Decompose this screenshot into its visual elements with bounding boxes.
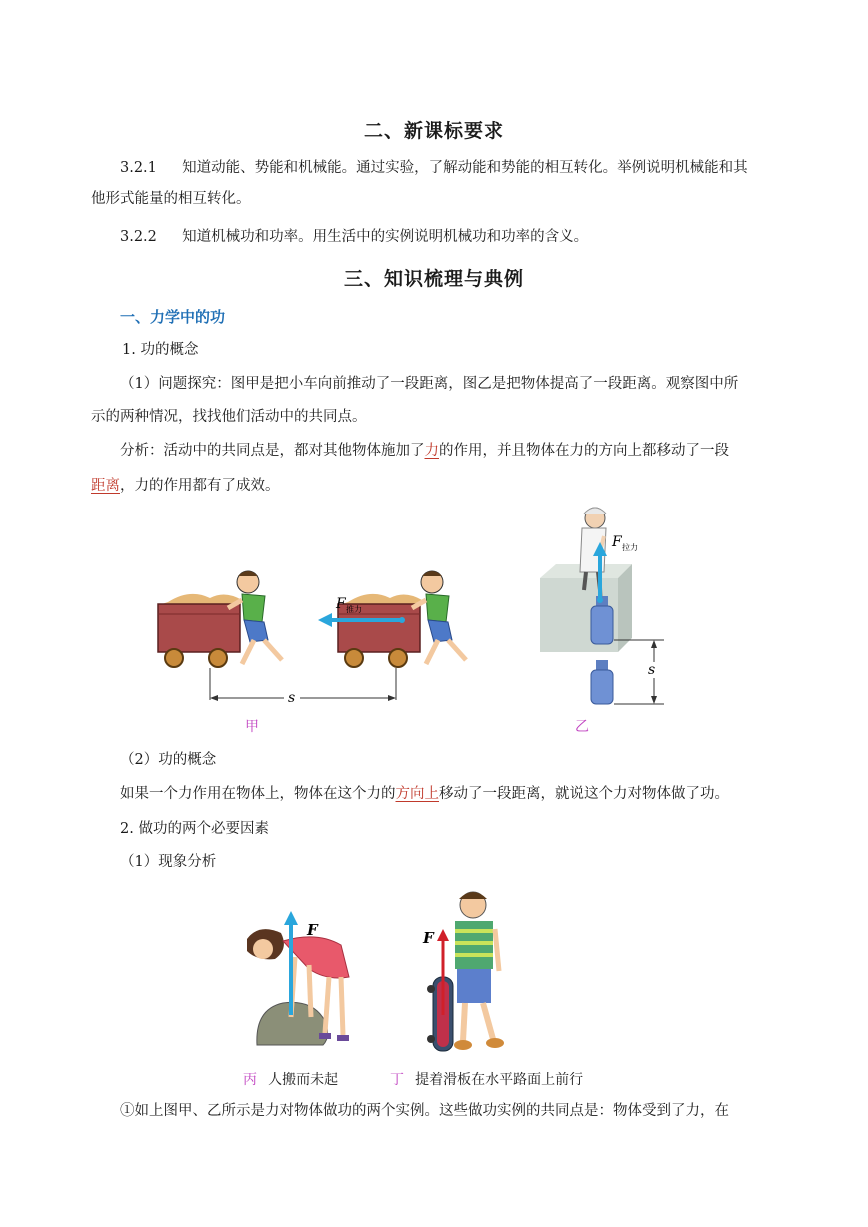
lift-force-label: F [307, 921, 318, 939]
question-1-line1: （1）问题探究：图甲是把小车向前推动了一段距离，图乙是把物体提高了一段距离。观察图中所 [120, 376, 739, 392]
analysis-text: 分析：活动中的共同点是，都对其他物体施加了 [120, 443, 425, 459]
analysis-line2 [91, 472, 280, 501]
caption-bing [243, 1069, 338, 1089]
push-force-label: F [336, 596, 346, 612]
standard-322-code: 3.2.2 [120, 229, 157, 245]
standard-321-line2: 他形式能量的相互转化。 [91, 191, 251, 207]
phenomenon-analysis: （1）现象分析 [120, 854, 217, 870]
caption-bing-tag: 丙 [243, 1072, 257, 1088]
standard-321-line1 [120, 154, 748, 183]
answer-distance: 距离 [91, 478, 120, 494]
caption-bing-text: 人搬而未起 [268, 1072, 339, 1088]
caption-ding-tag: 丁 [390, 1072, 404, 1088]
standard-321-text: 知道动能、势能和机械能。通过实验，了解动能和势能的相互转化。举例说明机械能和其 [182, 160, 748, 176]
figure-cart-push [150, 560, 490, 710]
answer-force: 力 [424, 443, 439, 459]
analysis-line1 [120, 437, 729, 466]
definition-text-end: 移动了一段距离，就说这个力对物体做了功。 [439, 786, 729, 802]
push-force-subscript: 推力 [346, 605, 362, 614]
definition-line [120, 780, 729, 809]
standard-321-code: 3.2.1 [120, 160, 157, 176]
figure-girl-rock [225, 905, 365, 1050]
standard-322 [120, 223, 588, 252]
pull-force-subscript: 拉力 [622, 543, 638, 552]
caption-ding-text: 提着滑板在水平路面上前行 [415, 1072, 584, 1088]
definition-text: 如果一个力作用在物体上，物体在这个力的 [120, 786, 396, 802]
item-concept-of-work: 1. 功的概念 [122, 342, 199, 358]
item-two-factors: 2. 做功的两个必要因素 [120, 821, 269, 837]
final-paragraph: ①如上图甲、乙所示是力对物体做功的两个实例。这些做功实例的共同点是：物体受到了力，在 [120, 1103, 729, 1119]
standard-322-text: 知道机械功和功率。用生活中的实例说明机械功和功率的含义。 [182, 229, 589, 245]
analysis-text-mid: 的作用，并且物体在力的方向上都移动了一段 [439, 443, 729, 459]
section-work-in-mechanics: 一、力学中的功 [120, 308, 226, 326]
heading-requirements: 二、新课标要求 [363, 120, 504, 142]
caption-jia: 甲 [245, 719, 259, 735]
answer-direction: 方向上 [395, 786, 439, 802]
analysis-text-end: ，力的作用都有了成效。 [120, 478, 280, 494]
boy-walking-figure [454, 892, 504, 1050]
distance-label: s [288, 690, 296, 706]
question-1-line2: 示的两种情况，找找他们活动中的共同点。 [91, 409, 367, 425]
caption-ding [390, 1069, 583, 1089]
carry-force-label: F [423, 929, 434, 947]
bottle-lowered [591, 660, 613, 704]
pull-force-label: F [612, 534, 622, 550]
caption-yi: 乙 [575, 719, 589, 735]
height-label: s [648, 662, 656, 678]
figure-boy-skateboard [415, 885, 515, 1060]
skateboard [427, 977, 453, 1051]
question-2-title: （2）功的概念 [120, 752, 217, 768]
figure-lift-bottle [540, 500, 670, 710]
heading-knowledge: 三、知识梳理与典例 [343, 268, 524, 290]
